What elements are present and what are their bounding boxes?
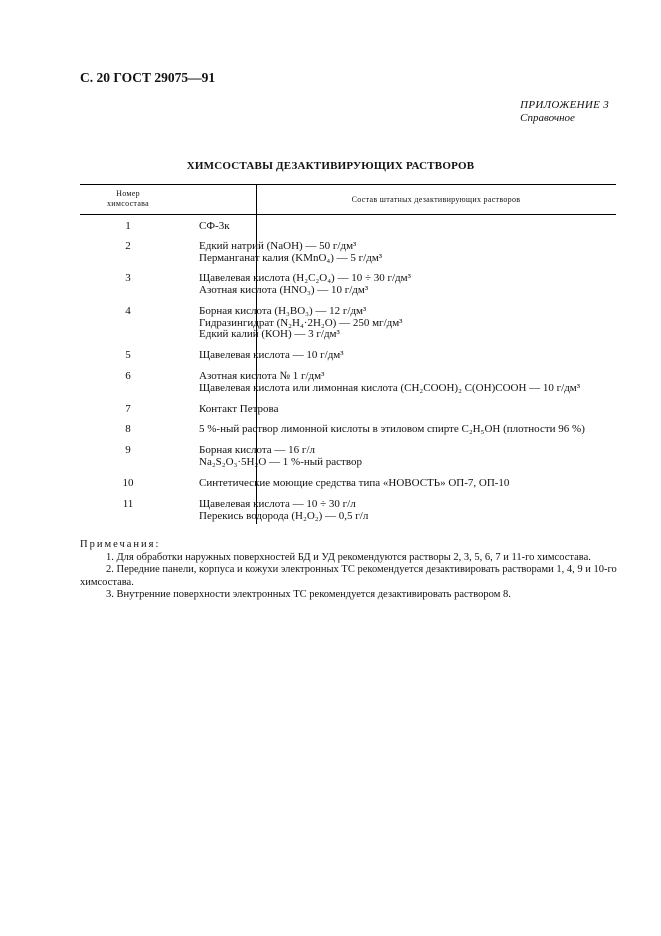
row-number: 6 <box>125 370 131 382</box>
row-number: 8 <box>125 423 131 435</box>
composition-line: Щавелевая кислота — 10 ÷ 30 г/л <box>199 498 356 510</box>
row-composition <box>199 273 616 296</box>
row-composition <box>199 306 616 341</box>
column-header-number <box>80 189 176 209</box>
row-number: 4 <box>125 305 131 317</box>
row-composition <box>199 371 616 394</box>
composition-line: Перманганат калия (KMnO₄) — 5 г/дм³ <box>199 251 383 264</box>
row-composition <box>199 221 616 233</box>
row-number: 5 <box>125 349 131 361</box>
note-item: 2. Передние панели, корпуса и кожухи электронных ТС рекомендуется дезактивировать растворами 1, 4, 9 и 10-го химсостава. <box>80 564 617 588</box>
appendix-type: Справочное <box>520 112 575 124</box>
table-title: ХИМСОСТАВЫ ДЕЗАКТИВИРУЮЩИХ РАСТВОРОВ <box>186 160 475 172</box>
row-composition <box>199 404 616 416</box>
row-composition <box>199 445 616 468</box>
note-item: 3. Внутренние поверхности электронных ТС рекомендуется дезактивировать раствором 8. <box>106 589 511 600</box>
table-header-rule <box>80 214 616 215</box>
row-number: 3 <box>125 272 131 284</box>
row-number: 7 <box>125 403 131 415</box>
composition-line: Синтетические моющие средства типа «НОВОСТЬ» ОП-7, ОП-10 <box>199 477 510 489</box>
row-composition <box>199 424 616 436</box>
row-composition <box>199 350 616 362</box>
note-item: 1. Для обработки наружных поверхностей БД и УД рекомендуются растворы 2, 3, 5, 6, 7 и 11-го химсостава. <box>106 551 591 563</box>
composition-line: Азотная кислота № 1 г/дм³ <box>199 370 325 382</box>
composition-line: Гидразингидрат (N₂H₄·2H₂O) — 250 мг/дм³ <box>199 316 403 329</box>
row-number: 11 <box>122 498 134 510</box>
table-top-rule <box>80 184 616 185</box>
column-header-composition: Состав штатных дезактивирующих растворов <box>351 195 521 204</box>
column-header-number-line2: химсостава <box>106 199 149 208</box>
composition-line: Щавелевая кислота (H₂C₂O₄) — 10 ÷ 30 г/дм³ <box>199 272 411 284</box>
column-header-number-line1: Номер <box>116 189 140 198</box>
composition-line: Едкий натрий (NaOH) — 50 г/дм³ <box>199 240 357 252</box>
composition-line: Едкий калий (КОН) — 3 г/дм³ <box>199 328 340 340</box>
row-composition <box>199 478 616 490</box>
composition-line: Na₂S₂O₃·5H₂O — 1 %-ный раствор <box>199 455 362 468</box>
composition-line: Перекись водорода (H₂O₂) — 0,5 г/л <box>199 509 369 522</box>
notes-title: Примечания: <box>80 539 161 550</box>
composition-line: Щавелевая кислота или лимонная кислота (CH₂COOH)₂ C(OH)COOH — 10 г/дм³ <box>199 381 581 394</box>
composition-line: Щавелевая кислота — 10 г/дм³ <box>199 349 344 361</box>
row-number: 9 <box>125 444 131 456</box>
row-composition <box>199 499 616 522</box>
composition-line: Контакт Петрова <box>199 403 279 415</box>
composition-line: СФ-3к <box>199 220 230 232</box>
composition-line: 5 %-ный раствор лимонной кислоты в этиловом спирте C₂H₅OH (плотности 96 %) <box>199 423 585 435</box>
page-header: С. 20 ГОСТ 29075—91 <box>80 70 216 85</box>
appendix-label <box>520 99 609 125</box>
row-number: 1 <box>125 220 131 232</box>
row-number: 10 <box>122 477 134 489</box>
composition-line: Борная кислота (H₃BO₃) — 12 г/дм³ <box>199 305 367 317</box>
row-composition <box>199 241 616 264</box>
composition-line: Борная кислота — 16 г/л <box>199 444 315 456</box>
appendix-number: ПРИЛОЖЕНИЕ 3 <box>520 99 609 111</box>
row-number: 2 <box>125 240 131 252</box>
notes-section <box>80 539 620 602</box>
composition-line: Азотная кислота (HNO₃) — 10 г/дм³ <box>199 283 369 296</box>
